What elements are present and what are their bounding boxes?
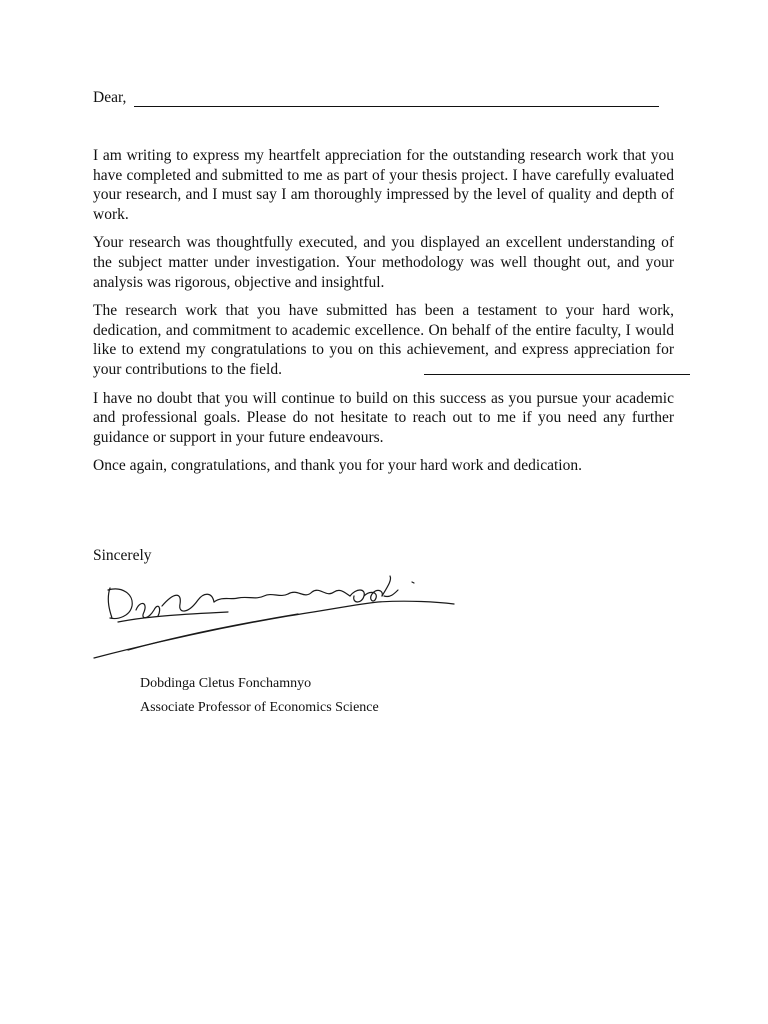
salutation: Dear, — [93, 89, 127, 106]
paragraph-4: I have no doubt that you will continue to build on this success as you pursue your academic and professional goals. Please do not hesitate to reach out to me if you need any further guidance or support in your future endeavours. — [93, 389, 674, 446]
letter-body — [93, 146, 674, 485]
handwritten-signature — [88, 570, 468, 665]
signer-name: Dobdinga Cletus Fonchamnyo — [140, 676, 312, 691]
blank-line — [424, 374, 690, 375]
paragraph-2: Your research was thoughtfully executed, and you displayed an excellent understanding of the subject matter under investigation. Your methodology was well thought out, and your analysis was rigorous, objective and insightful. — [93, 234, 674, 291]
paragraph-5: Once again, congratulations, and thank you for your hard work and dedication. — [93, 457, 582, 475]
closing: Sincerely — [93, 547, 152, 564]
paragraph-3: The research work that you have submitted has been a testament to your hard work, dedication, and commitment to academic excellence. On behalf of the entire faculty, I would like to extend my congratulations to you on this achievement, and express appreciation for your contributions to the field. — [93, 302, 674, 378]
paragraph-1: I am writing to express my heartfelt appreciation for the outstanding research work that you have completed and submitted to me as part of your thesis project. I have carefully evaluated your research, and I must say I am thoroughly impressed by the level of quality and depth of work. — [93, 147, 674, 223]
recipient-blank-line — [134, 106, 659, 107]
signer-title: Associate Professor of Economics Science — [140, 700, 379, 715]
